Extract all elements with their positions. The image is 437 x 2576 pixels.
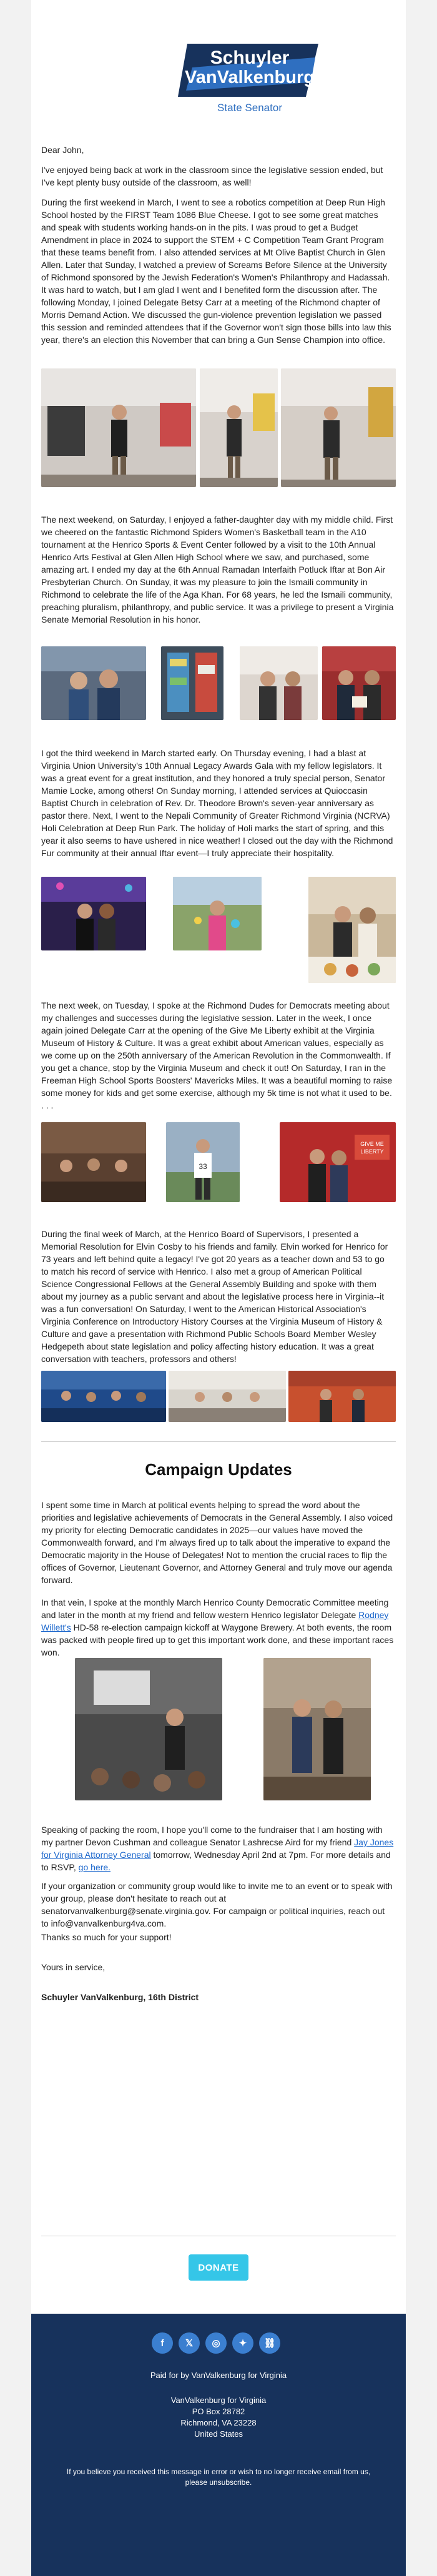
photo-iftar-potluck	[240, 646, 318, 720]
photo-father-daughter	[41, 646, 146, 720]
svg-text:33: 33	[199, 1162, 207, 1171]
photo-arts-festival	[161, 646, 223, 720]
brand-line2: VanValkenburg	[185, 67, 315, 87]
paid-for-line: Paid for by VanValkenburg for Virginia	[150, 2371, 287, 2380]
photo-campaign-kickoff	[263, 1658, 371, 1800]
rodney-willett-link[interactable]: Rodney Willett's	[41, 1610, 389, 1632]
campaign-updates-heading: Campaign Updates	[145, 1460, 292, 1479]
paragraph-first-weekend: During the first weekend in March, I went to see a robotics competition at Deep Run High School hosted by the FIRST Team 1086 Blue Cheese. I got to see some great matches and speak with students working hands-on in the pits. I was proud to get a Budget Amendment in place in 2024 to support the STEM + C Competition Team Grant Program that these teams benefit from. I also attended services at Mt Olive Baptist Church in Glen Allen. Later that Sunday, I watched a preview of Screams Before Silence at the University of Richmond sponsored by the Jewish Federation's Women's Philanthropy and Hadassah. It was hard to watch, but I am glad I went and I benefited form the discussion after. The following Monday, I joined Delegate Betsy Carr at a meeting of the Richmond chapter of Morris Demand Action. We discussed the gun-violence prevention legislation we passed this session and reminded attendees that if the Governor won't sign those bills into law this year, there's an election this November that can bring a Gun Sense Champion into office.	[41, 197, 391, 345]
photo-robotics-speech	[41, 368, 196, 487]
salutation: Dear John,	[41, 145, 84, 155]
footer-org: VanValkenburg for Virginia	[170, 2396, 267, 2405]
signature: Schuyler VanValkenburg, 16th District	[41, 1992, 199, 2002]
footer-city: Richmond, VA 23228	[180, 2418, 257, 2427]
paragraph-final-week: During the final week of March, at the Henrico Board of Supervisors, I presented a Memorial Resolution for Elvin Cosby to his friends and family. Elvin worked for Henrico for 73 years and left behind quite a legacy! I've got 20 years as a teacher down and 53 to go to match his record of service with Henrico. I also met a group of American Political Science Congressional Fellows at the General Assembly Building and spoke with them about my journey as a public servant and about the legislative process here in Virginia--it was a fun conversation! On Saturday, I went to the American Historical Association's Virginia Conference on Introductory History Courses at the Virginia Museum of History & Culture and gave a presentation with Richmond Public Schools Board Member Wesley Hedgepeth about state legislation and policy affecting history education. It was a great conversation with teachers, professors and others!	[41, 1229, 388, 1364]
link-icon[interactable]: ⛓	[259, 2332, 280, 2354]
photo-board-of-supervisors	[41, 1371, 166, 1422]
brand-logo	[175, 19, 325, 137]
campaign-paragraph-3	[41, 1823, 394, 1873]
campaign-paragraph-2-text-a: In that vein, I spoke at the monthly March Henrico County Democratic Committee meeting and later in the month at my friend and fellow western Henrico legislator Delegate	[41, 1597, 389, 1620]
svg-text:GIVE ME: GIVE ME	[360, 1141, 384, 1147]
photo-give-me-liberty-exhibit	[280, 1122, 396, 1202]
photo-iftar-dinner	[308, 877, 396, 983]
facebook-icon[interactable]: f	[152, 2332, 173, 2354]
campaign-paragraph-1: I spent some time in March at political events helping to spread the word about the priorities and legislative achievements of Democrats in the General Assembly. I also voiced my priority for electing Democratic candidates in 2025—our values have moved the Commonwealth forward, and I'm always fired up to talk about the imperative to expand the Democratic majority in the House of Delegates! Not to mention the crucial races to flip the offices of Governor, Lieutenant Governor, and Attorney General and truly move our agenda forward.	[41, 1500, 393, 1585]
brand-line3: State Senator	[217, 102, 282, 114]
jay-jones-link[interactable]: Jay Jones for Virginia Attorney General	[41, 1837, 394, 1860]
closing-line: Yours in service,	[41, 1962, 106, 1972]
x-twitter-icon[interactable]: 𝕏	[179, 2332, 200, 2354]
photo-church-speech	[281, 368, 396, 487]
photo-democratic-committee-meeting	[75, 1658, 222, 1800]
photo-dudes-for-democrats	[41, 1122, 146, 1202]
email-body	[31, 0, 406, 2576]
footer	[31, 2314, 406, 2576]
brand-logo-graphic	[175, 19, 325, 137]
photo-mavericks-miles	[166, 1122, 240, 1202]
svg-text:LIBERTY: LIBERTY	[360, 1148, 384, 1155]
footer-country: United States	[194, 2429, 243, 2439]
brand-line1: Schuyler	[210, 47, 290, 68]
rsvp-link[interactable]: go here.	[78, 1862, 111, 1872]
footer-po-box: PO Box 28782	[192, 2407, 245, 2416]
section-divider	[41, 1441, 396, 1442]
intro-paragraph: I've enjoyed being back at work in the classroom since the legislative session ended, but I've kept plenty busy outside of the classroom, as well!	[41, 165, 383, 187]
campaign-paragraph-2-text-b: HD-58 re-election campaign kickoff at Waygone Brewery. At both events, the room was packed with people fired up to get this important work done, and these important races won.	[41, 1622, 394, 1657]
contact-paragraph: If your organization or community group would like to invite me to an event or to speak with your group, please don't hesitate to reach out at senatorvanvalkenburg@senate.virginia.gov. For campaign or political inquiries, reach out to info@vanvalkenburg4va.com.	[41, 1881, 393, 1928]
paragraph-third-weekend: I got the third weekend in March started early. On Thursday evening, I had a blast at Virginia Union University's 10th Annual Legacy Awards Gala with my fellow legislators. It was a great event for a great institution, and they honored a truly special person, Senator Mamie Locke, among others! On Sunday morning, I attended services at Quioccasin Baptist Church in celebration of Rev. Dr. Theodore Brown's seven-year anniversary as pastor there. Next, I went to the Nepali Community of Greater Richmond Virginia (NCRVA) Holi Celebration at Deep Run Park. The holiday of Holi marks the start of spring, and this year it also seems to have ushered in nice weather! I closed out the day with the Richmond Fur community at their annual Iftar event—I truly appreciate their hospitality.	[41, 748, 393, 858]
bluesky-icon[interactable]: ✦	[232, 2332, 253, 2354]
paragraph-fourth-week: The next week, on Tuesday, I spoke at the Richmond Dudes for Democrats meeting about my challenges and successes during the legislative session. Later in the week, I once again joined Delegate Carr at the opening of the Give Me Liberty exhibit at the Virginia Museum of History & Culture. It was a great exhibit about American values, especially as we come up on the 250th anniversary of the American Revolution in the Commonwealth. If you get a chance, stop by the Virginia Museum and check it out! On Saturday, I ran in the Freeman High School Sports Boosters' Mavericks Miles. It was a beautiful morning to raise some money for kids and get some exercise, although my 5k time is not what it used to be. . . .	[41, 1000, 393, 1110]
photo-robotics-event	[200, 368, 278, 487]
instagram-icon[interactable]: ◎	[205, 2332, 227, 2354]
campaign-paragraph-3-text-b: tomorrow, Wednesday April 2nd at 7pm. For more details and to RSVP,	[41, 1850, 391, 1872]
photo-congressional-fellows	[169, 1371, 286, 1422]
photo-holi-celebration	[173, 877, 262, 950]
paragraph-second-weekend: The next weekend, on Saturday, I enjoyed a father-daughter day with my middle child. First we cheered on the fantastic Richmond Spiders Women's Basketball team in the A10 tournament at the Henrico Sports & Event Center followed by a visit to the 10th Annual Henrico Arts Festival at Glen Allen High School where we saw, and purchased, some amazing art. I ended my day at the 6th Annual Ramadan Interfaith Potluck Iftar at Bon Air Presbyterian Church. On Sunday, it was my pleasure to join the Ismaili community in Richmond to celebrate the life of the Aga Khan. For 68 years, he led the Ismaili community, preaching pluralism, philanthropy, and public service. It was a privilege to present a Virginia Senate Memorial Resolution in his honor.	[41, 515, 394, 624]
donate-button[interactable]: DONATE	[189, 2254, 248, 2281]
photo-vuu-gala	[41, 877, 146, 950]
photo-history-conference	[288, 1371, 396, 1422]
campaign-paragraph-2	[41, 1596, 394, 1659]
campaign-paragraph-3-text-a: Speaking of packing the room, I hope you'll come to the fundraiser that I am hosting with my partner Devon Cushman and colleague Senator Lashrecse Aird for my friend	[41, 1825, 383, 1847]
photo-ismaili-resolution	[322, 646, 396, 720]
thanks-line: Thanks so much for your support!	[41, 1932, 172, 1942]
unsubscribe-notice[interactable]: If you believe you received this message in error or wish to no longer receive email from us, please unsubscribe.	[66, 2467, 371, 2487]
